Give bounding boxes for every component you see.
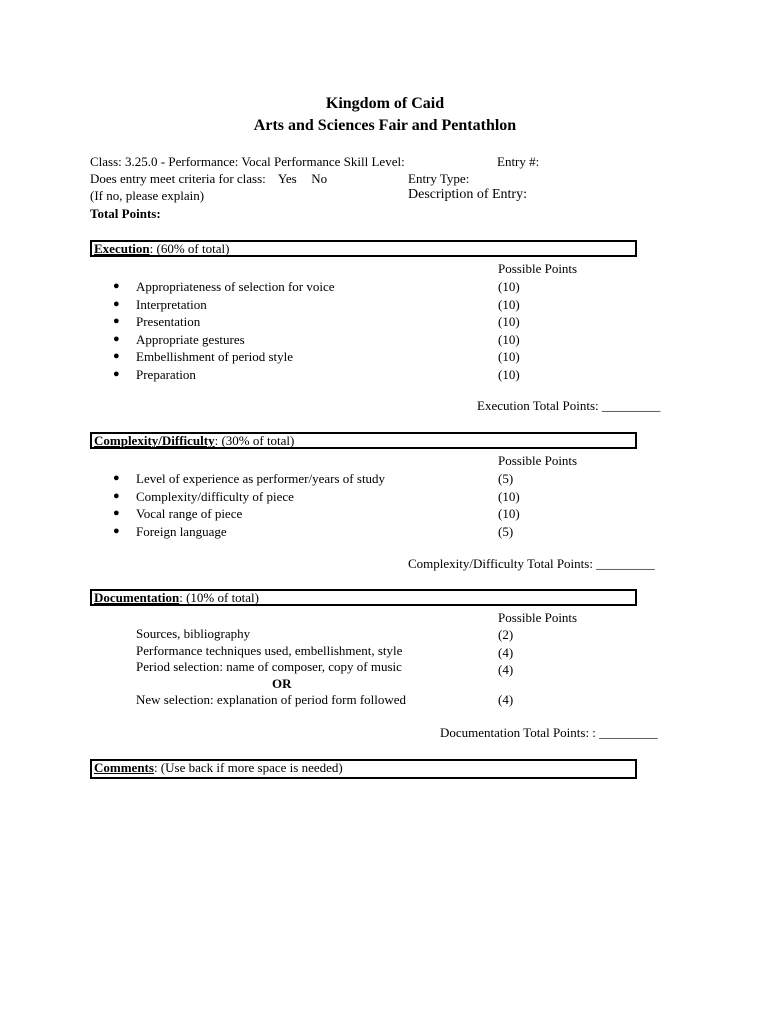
criterion-points: (4) — [498, 662, 514, 677]
documentation-criteria-list — [136, 626, 402, 676]
bullet-icon: ● — [113, 367, 120, 380]
criterion-text: Preparation — [136, 366, 196, 382]
list-item — [110, 505, 385, 523]
criterion-points: (10) — [498, 331, 520, 347]
complexity-criteria-list — [110, 470, 385, 540]
criterion-points: (5) — [498, 523, 514, 539]
bullet-icon: ● — [113, 507, 120, 519]
criteria-label: Does entry meet criteria for class: — [90, 171, 266, 186]
execution-weight: : (60% of total) — [149, 241, 230, 256]
documentation-weight: : (10% of total) — [179, 590, 260, 605]
class-line: Class: 3.25.0 - Performance: Vocal Performance Skill Level: — [90, 154, 405, 169]
documentation-alt-points: (4) — [498, 692, 514, 707]
total-points-label: Total Points: — [90, 206, 161, 221]
list-item — [110, 313, 335, 331]
complexity-header — [94, 434, 294, 448]
document-title: Kingdom of Caid — [325, 95, 445, 112]
execution-criteria-list — [110, 278, 335, 383]
comments-header — [94, 761, 343, 775]
criterion-text: Embellishment of period style — [136, 349, 294, 364]
list-item — [110, 348, 335, 366]
bullet-icon: ● — [113, 315, 120, 327]
no-option: No — [311, 171, 328, 186]
complexity-weight: : (30% of total) — [214, 433, 295, 448]
bullet-icon: ● — [113, 472, 120, 484]
comments-note: : (Use back if more space is needed) — [153, 760, 343, 775]
list-item — [136, 659, 402, 676]
criterion-points: (4) — [498, 644, 514, 660]
criterion-points: (10) — [498, 296, 520, 312]
description-label: Description of Entry: — [408, 187, 527, 202]
list-item — [110, 488, 385, 506]
criterion-text: Complexity/difficulty of piece — [136, 488, 294, 504]
documentation-possible-points-header: Possible Points — [498, 610, 578, 625]
entry-number-label: Entry #: — [497, 154, 540, 169]
list-item — [136, 626, 402, 643]
documentation-total-line: Documentation Total Points: : _________ — [440, 725, 658, 740]
bullet-icon: ● — [113, 332, 120, 345]
list-item — [110, 470, 385, 488]
criterion-points: (10) — [498, 314, 520, 329]
list-item — [110, 366, 335, 384]
complexity-points-list — [498, 470, 520, 540]
documentation-label: Documentation — [94, 590, 180, 605]
bullet-icon: ● — [113, 489, 120, 502]
execution-total-line: Execution Total Points: _________ — [477, 398, 661, 413]
bullet-icon: ● — [113, 350, 120, 362]
comments-label: Comments — [94, 760, 154, 775]
yes-option: Yes — [277, 171, 297, 186]
execution-header — [94, 242, 229, 256]
criterion-text: Level of experience as performer/years of study — [136, 471, 386, 486]
list-item — [110, 523, 385, 541]
criterion-points: (10) — [498, 506, 520, 521]
execution-header-box — [90, 240, 637, 257]
bullet-icon: ● — [113, 280, 120, 292]
criterion-text: Interpretation — [136, 296, 207, 312]
documentation-alt-item: New selection: explanation of period form followed — [136, 692, 407, 707]
criterion-points: (10) — [498, 279, 520, 294]
documentation-or: OR — [272, 676, 292, 691]
complexity-header-box — [90, 432, 637, 449]
list-item — [110, 278, 335, 296]
documentation-header-box — [90, 589, 637, 606]
documentation-points-list — [498, 626, 513, 679]
comments-header-box — [90, 759, 637, 779]
bullet-icon: ● — [113, 297, 120, 310]
complexity-possible-points-header: Possible Points — [498, 453, 578, 468]
complexity-total-line: Complexity/Difficulty Total Points: _________ — [408, 556, 655, 571]
execution-label: Execution — [94, 241, 150, 256]
bullet-icon: ● — [113, 524, 120, 537]
explain-label: (If no, please explain) — [90, 188, 205, 203]
complexity-label: Complexity/Difficulty — [94, 433, 215, 448]
criterion-points: (10) — [498, 366, 520, 382]
criterion-text: Presentation — [136, 314, 201, 329]
criterion-text: Performance techniques used, embellishment, style — [136, 642, 403, 658]
criterion-text: Appropriateness of selection for voice — [136, 279, 335, 294]
criterion-points: (5) — [498, 471, 514, 486]
criterion-text: Vocal range of piece — [136, 506, 243, 521]
list-item — [110, 331, 335, 349]
criterion-points: (10) — [498, 488, 520, 504]
list-item — [136, 643, 402, 660]
criterion-text: Sources, bibliography — [136, 626, 251, 641]
document-subtitle: Arts and Sciences Fair and Pentathlon — [253, 117, 517, 134]
entry-type-label: Entry Type: — [408, 171, 470, 186]
criterion-text: Foreign language — [136, 523, 227, 539]
documentation-header — [94, 591, 259, 605]
criterion-text: Appropriate gestures — [136, 331, 245, 347]
criterion-points: (2) — [498, 627, 514, 642]
criterion-text: Period selection: name of composer, copy of music — [136, 659, 402, 674]
criteria-question — [90, 171, 327, 187]
execution-points-list — [498, 278, 520, 383]
list-item — [110, 296, 335, 314]
execution-possible-points-header: Possible Points — [498, 261, 578, 276]
criterion-points: (10) — [498, 349, 520, 364]
